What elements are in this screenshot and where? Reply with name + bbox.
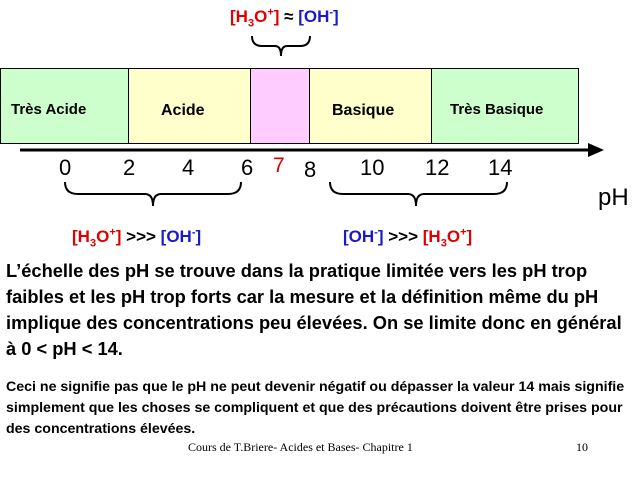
note-paragraph: Ceci ne signifie pas que le pH ne peut devenir négatif ou dépasser la valeur 14 mais signifie simplement que les choses se compliquent et que des précautions doivent être prises pour des concentrations élevées. bbox=[6, 379, 625, 437]
tick-0: 0 bbox=[59, 155, 72, 180]
h3o-concentration: $[H_3O^+]$ bbox=[72, 226, 122, 250]
tick-14: 14 bbox=[488, 155, 513, 180]
right-brace bbox=[300, 180, 560, 220]
oh-concentration: [OH-] bbox=[343, 226, 384, 246]
approx-symbol: ≈ bbox=[279, 7, 299, 26]
explanation-paragraph: L’échelle des pH se trouve dans la pratique limitée vers les pH trop faibles et les pH trop forts car la mesure et la définition même du pH implique des concentrations peu élevées. On se limite donc en général à 0 < pH < 14. bbox=[6, 260, 622, 359]
zone-neutre bbox=[250, 68, 310, 144]
tick-10: 10 bbox=[360, 155, 385, 180]
tick-2: 2 bbox=[123, 155, 136, 180]
zone-acide bbox=[128, 68, 251, 144]
footer-course: Cours de T.Briere- Acides et Bases- Chapitre 1 bbox=[188, 440, 413, 454]
zone-label-tres-acide: Très Acide bbox=[11, 101, 87, 118]
h3o-concentration: $[H_3O^+]$ bbox=[230, 6, 280, 30]
much-greater-symbol: >>> bbox=[383, 227, 423, 246]
tick-8: 8 bbox=[304, 157, 317, 182]
much-greater-symbol: >>> bbox=[121, 227, 161, 246]
top-equality-formula bbox=[230, 6, 339, 28]
left-brace bbox=[0, 180, 300, 220]
oh-concentration: [OH-] bbox=[298, 6, 339, 26]
zone-label-tres-basique: Très Basique bbox=[450, 101, 544, 118]
tick-7-neutral: 7 bbox=[273, 154, 285, 177]
zone-label-acide: Acide bbox=[161, 102, 205, 119]
oh-concentration: [OH-] bbox=[160, 226, 202, 246]
zone-label-basique: Basique bbox=[332, 102, 395, 119]
zone-tres-acide bbox=[0, 68, 129, 144]
tick-4: 4 bbox=[182, 155, 195, 180]
zone-basique bbox=[309, 68, 432, 144]
base-dominance-formula bbox=[343, 226, 472, 248]
top-brace bbox=[246, 28, 316, 68]
zone-tres-basique bbox=[431, 68, 579, 144]
h3o-concentration: $[H_3O^+]$ bbox=[422, 226, 473, 250]
acid-dominance-formula bbox=[72, 226, 201, 248]
ph-axis-arrow bbox=[0, 140, 640, 160]
axis-label-ph: pH bbox=[598, 184, 629, 211]
footer-page-number: 10 bbox=[576, 440, 588, 454]
tick-6: 6 bbox=[241, 155, 254, 180]
tick-12: 12 bbox=[425, 155, 450, 180]
